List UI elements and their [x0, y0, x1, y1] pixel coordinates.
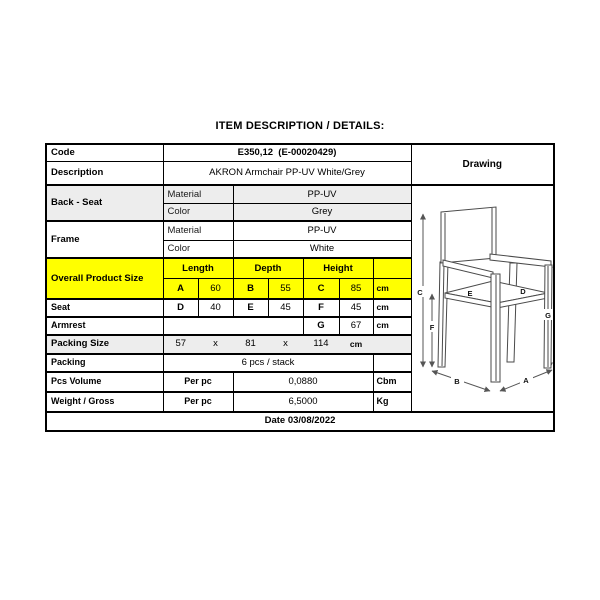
packing-size-depth: 81	[233, 335, 268, 354]
weight-gross-per: Per pc	[163, 392, 233, 412]
overall-size-unit: cm	[373, 279, 411, 299]
armrest-label: Armrest	[46, 317, 163, 335]
depth-header: Depth	[233, 258, 303, 278]
pcs-volume-per: Per pc	[163, 372, 233, 392]
label-d: D	[519, 287, 526, 296]
weight-gross-unit: Kg	[373, 392, 411, 412]
spec-table	[45, 143, 555, 432]
dim-f: F	[303, 299, 339, 317]
dim-e-value: 45	[268, 299, 303, 317]
packing-size-sep2: x	[268, 335, 303, 354]
overall-size-spacer	[373, 258, 411, 278]
description-value: AKRON Armchair PP-UV White/Grey	[163, 161, 411, 185]
page-title: ITEM DESCRIPTION / DETAILS:	[215, 120, 385, 132]
drawing-cell	[411, 185, 554, 412]
packing-size-width: 57	[163, 335, 198, 354]
weight-gross-label: Weight / Gross	[46, 392, 163, 412]
label-c: C	[416, 288, 423, 297]
dim-g: G	[303, 317, 339, 335]
packing-size-spacer	[373, 335, 411, 354]
dim-b-value: 55	[268, 279, 303, 299]
dim-b: B	[233, 279, 268, 299]
packing-size-height: 114	[303, 335, 339, 354]
pcs-volume-label: Pcs Volume	[46, 372, 163, 392]
chair-outline	[438, 207, 552, 382]
label-a: A	[522, 376, 529, 385]
dim-e: E	[233, 299, 268, 317]
label-f: F	[429, 323, 434, 332]
back-seat-label: Back - Seat	[46, 185, 163, 221]
frame-material-label: Material	[163, 221, 233, 240]
armrest-unit: cm	[373, 317, 411, 335]
dim-f-value: 45	[339, 299, 373, 317]
label-e: E	[467, 289, 473, 298]
code-label: Code	[46, 144, 163, 161]
back-seat-material-label: Material	[163, 185, 233, 203]
overall-size-label: Overall Product Size	[46, 258, 163, 298]
label-b: B	[453, 377, 460, 386]
back-seat-color-value: Grey	[233, 203, 411, 221]
dim-d: D	[163, 299, 198, 317]
packing-value: 6 pcs / stack	[163, 354, 373, 372]
frame-color-value: White	[233, 240, 411, 258]
packing-spacer	[373, 354, 411, 372]
back-seat-color-label: Color	[163, 203, 233, 221]
pcs-volume-value: 0,0880	[233, 372, 373, 392]
pcs-volume-unit: Cbm	[373, 372, 411, 392]
dim-d-value: 40	[198, 299, 233, 317]
chair-drawing	[412, 186, 553, 408]
packing-size-unit: cm	[339, 335, 373, 354]
weight-gross-value: 6,5000	[233, 392, 373, 412]
label-g: G	[544, 311, 551, 320]
frame-label: Frame	[46, 221, 163, 258]
packing-size-label: Packing Size	[46, 335, 163, 354]
armrest-spacer	[163, 317, 303, 335]
date-cell: Date 03/08/2022	[46, 412, 554, 431]
code-value: E350,12 (E-00020429)	[163, 144, 411, 161]
length-header: Length	[163, 258, 233, 278]
dim-c-value: 85	[339, 279, 373, 299]
packing-label: Packing	[46, 354, 163, 372]
dim-a-value: 60	[198, 279, 233, 299]
dim-a: A	[163, 279, 198, 299]
dim-g-value: 67	[339, 317, 373, 335]
height-header: Height	[303, 258, 373, 278]
seat-label: Seat	[46, 299, 163, 317]
frame-color-label: Color	[163, 240, 233, 258]
back-seat-material-value: PP-UV	[233, 185, 411, 203]
drawing-header: Drawing	[411, 144, 554, 185]
frame-material-value: PP-UV	[233, 221, 411, 240]
description-label: Description	[46, 161, 163, 185]
seat-unit: cm	[373, 299, 411, 317]
packing-size-sep1: x	[198, 335, 233, 354]
dim-c: C	[303, 279, 339, 299]
